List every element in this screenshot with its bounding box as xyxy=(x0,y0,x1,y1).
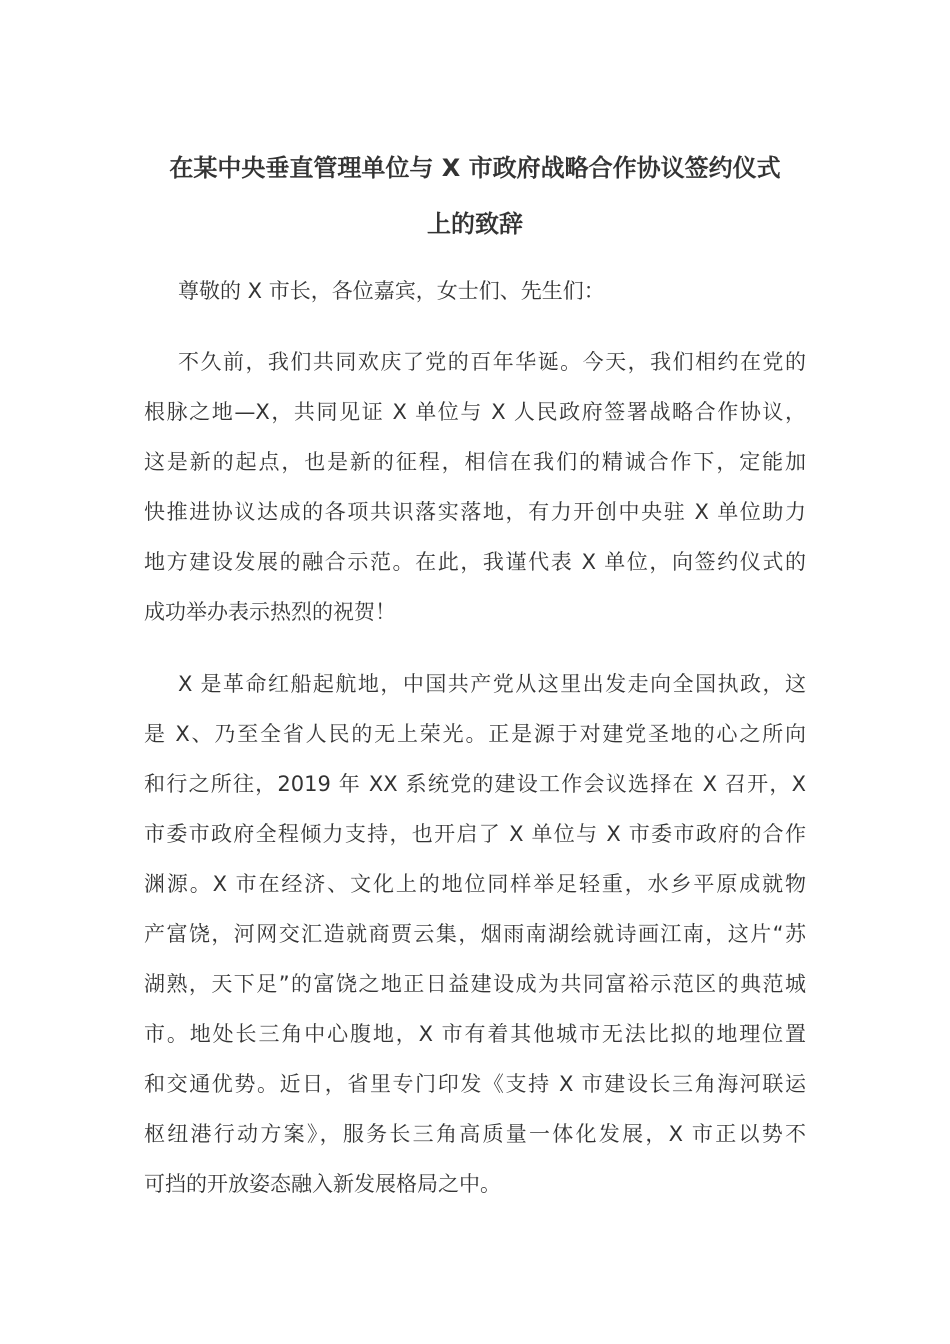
paragraph-2-line: 可挡的开放姿态融入新发展格局之中。 xyxy=(144,1172,501,1196)
paragraph-1-line: 快推进协议达成的各项共识落实落地，有力开创中央驻 X 单位助力 xyxy=(144,500,806,524)
paragraph-1-line: 根脉之地—X，共同见证 X 单位与 X 人民政府签署战略合作协议， xyxy=(144,400,806,424)
paragraph-1-line: 不久前，我们共同欢庆了党的百年华诞。今天，我们相约在党的 xyxy=(178,350,806,374)
paragraph-2-line: 和行之所往，2019 年 XX 系统党的建设工作会议选择在 X 召开，X xyxy=(144,772,806,796)
paragraph-2-line: 和交通优势。近日，省里专门印发《支持 X 市建设长三角海河联运 xyxy=(144,1072,806,1096)
paragraph-2-line: 市。地处长三角中心腹地，X 市有着其他城市无法比拟的地理位置 xyxy=(144,1022,806,1046)
title-line-2: 上的致辞 xyxy=(427,210,523,238)
paragraph-2 xyxy=(144,659,806,1209)
paragraph-1-line: 成功举办表示热烈的祝贺！ xyxy=(144,600,396,624)
paragraph-2-line: 是 X、乃至全省人民的无上荣光。正是源于对建党圣地的心之所向 xyxy=(144,722,806,746)
paragraph-2-line: X 是革命红船起航地，中国共产党从这里出发走向全国执政，这 xyxy=(178,672,806,696)
salutation xyxy=(144,266,806,316)
paragraph-1-line: 这是新的起点，也是新的征程，相信在我们的精诚合作下，定能加 xyxy=(144,450,806,474)
document-title xyxy=(140,140,810,252)
paragraph-1 xyxy=(144,337,806,637)
paragraph-2-line: 湖熟，天下足”的富饶之地正日益建设成为共同富裕示范区的典范城 xyxy=(144,972,806,996)
paragraph-2-line: 枢纽港行动方案》，服务长三角高质量一体化发展，X 市正以势不 xyxy=(144,1122,806,1146)
title-line-1: 在某中央垂直管理单位与 X 市政府战略合作协议签约仪式 xyxy=(169,154,781,182)
salutation-text: 尊敬的 X 市长，各位嘉宾，女士们、先生们： xyxy=(178,279,605,303)
paragraph-1-line: 地方建设发展的融合示范。在此，我谨代表 X 单位，向签约仪式的 xyxy=(144,550,806,574)
paragraph-2-line: 产富饶，河网交汇造就商贾云集，烟雨南湖绘就诗画江南，这片“苏 xyxy=(144,922,806,946)
paragraph-2-line: 渊源。X 市在经济、文化上的地位同样举足轻重，水乡平原成就物 xyxy=(144,872,806,896)
paragraph-2-line: 市委市政府全程倾力支持，也开启了 X 单位与 X 市委市政府的合作 xyxy=(144,822,806,846)
